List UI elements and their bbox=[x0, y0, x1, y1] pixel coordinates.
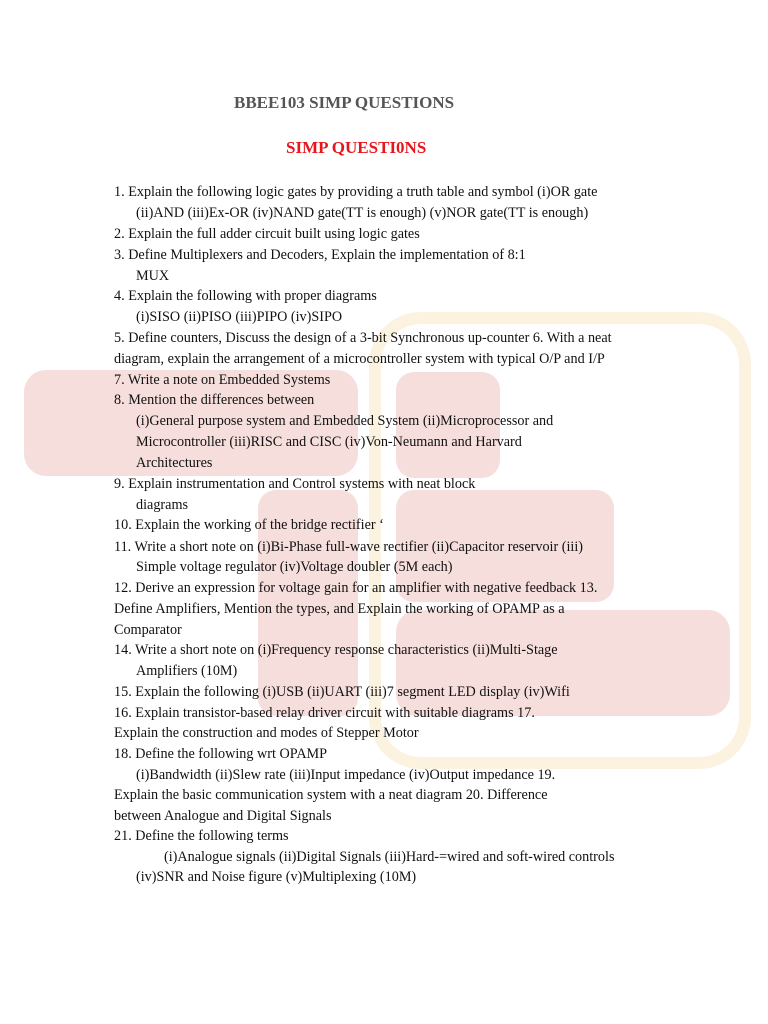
question-line: (i)Bandwidth (ii)Slew rate (iii)Input impedance (iv)Output impedance 19. bbox=[136, 767, 556, 783]
question-line: (i)SISO (ii)PISO (iii)PIPO (iv)SIPO bbox=[136, 309, 343, 325]
question-line: (ii)AND (iii)Ex-OR (iv)NAND gate(TT is enough) (v)NOR gate(TT is enough) bbox=[136, 205, 589, 221]
question-line: 8. Mention the differences between bbox=[114, 392, 315, 408]
question-line: 7. Write a note on Embedded Systems bbox=[114, 372, 331, 388]
question-line: 11. Write a short note on (i)Bi-Phase full-wave rectifier (ii)Capacitor reservoir (iii) bbox=[114, 539, 584, 555]
question-line: 9. Explain instrumentation and Control systems with neat block bbox=[114, 476, 476, 492]
question-line: Amplifiers (10M) bbox=[136, 663, 238, 679]
question-line: Comparator bbox=[114, 622, 182, 638]
question-line: between Analogue and Digital Signals bbox=[114, 808, 332, 824]
question-line: Microcontroller (iii)RISC and CISC (iv)Von-Neumann and Harvard bbox=[136, 434, 522, 450]
question-line: (i)General purpose system and Embedded System (ii)Microprocessor and bbox=[136, 413, 554, 429]
question-line: 18. Define the following wrt OPAMP bbox=[114, 746, 328, 762]
question-line: 4. Explain the following with proper diagrams bbox=[114, 288, 377, 304]
question-line: 14. Write a short note on (i)Frequency response characteristics (ii)Multi-Stage bbox=[114, 642, 558, 658]
question-line: Simple voltage regulator (iv)Voltage doubler (5M each) bbox=[136, 559, 453, 575]
question-line: 5. Define counters, Discuss the design of a 3-bit Synchronous up-counter 6. With a neat bbox=[114, 330, 612, 346]
question-line: (i)Analogue signals (ii)Digital Signals (iii)Hard-=wired and soft-wired controls bbox=[164, 849, 615, 865]
question-line: 15. Explain the following (i)USB (ii)UART (iii)7 segment LED display (iv)Wifi bbox=[114, 684, 570, 700]
question-line: 3. Define Multiplexers and Decoders, Explain the implementation of 8:1 bbox=[114, 247, 526, 263]
question-line: 16. Explain transistor-based relay driver circuit with suitable diagrams 17. bbox=[114, 705, 535, 721]
question-line: 21. Define the following terms bbox=[114, 828, 289, 844]
question-line: 10. Explain the working of the bridge rectifier ‘ bbox=[114, 517, 384, 533]
question-line: Architectures bbox=[136, 455, 213, 471]
question-line: Explain the construction and modes of Stepper Motor bbox=[114, 725, 419, 741]
question-line: 1. Explain the following logic gates by providing a truth table and symbol (i)OR gate bbox=[114, 184, 598, 200]
question-line: Define Amplifiers, Mention the types, and Explain the working of OPAMP as a bbox=[114, 601, 565, 617]
document-title: BBEE103 SIMP QUESTIONS bbox=[234, 93, 455, 112]
question-line: Explain the basic communication system with a neat diagram 20. Difference bbox=[114, 787, 548, 803]
document-subtitle: SIMP QUESTI0NS bbox=[286, 138, 427, 157]
question-line: diagrams bbox=[136, 497, 189, 513]
question-line: diagram, explain the arrangement of a microcontroller system with typical O/P and I/P bbox=[114, 351, 605, 367]
question-line: (iv)SNR and Noise figure (v)Multiplexing (10M) bbox=[136, 869, 417, 885]
question-line: MUX bbox=[136, 268, 170, 284]
question-line: 12. Derive an expression for voltage gain for an amplifier with negative feedback 13. bbox=[114, 580, 598, 596]
question-line: 2. Explain the full adder circuit built using logic gates bbox=[114, 226, 420, 242]
